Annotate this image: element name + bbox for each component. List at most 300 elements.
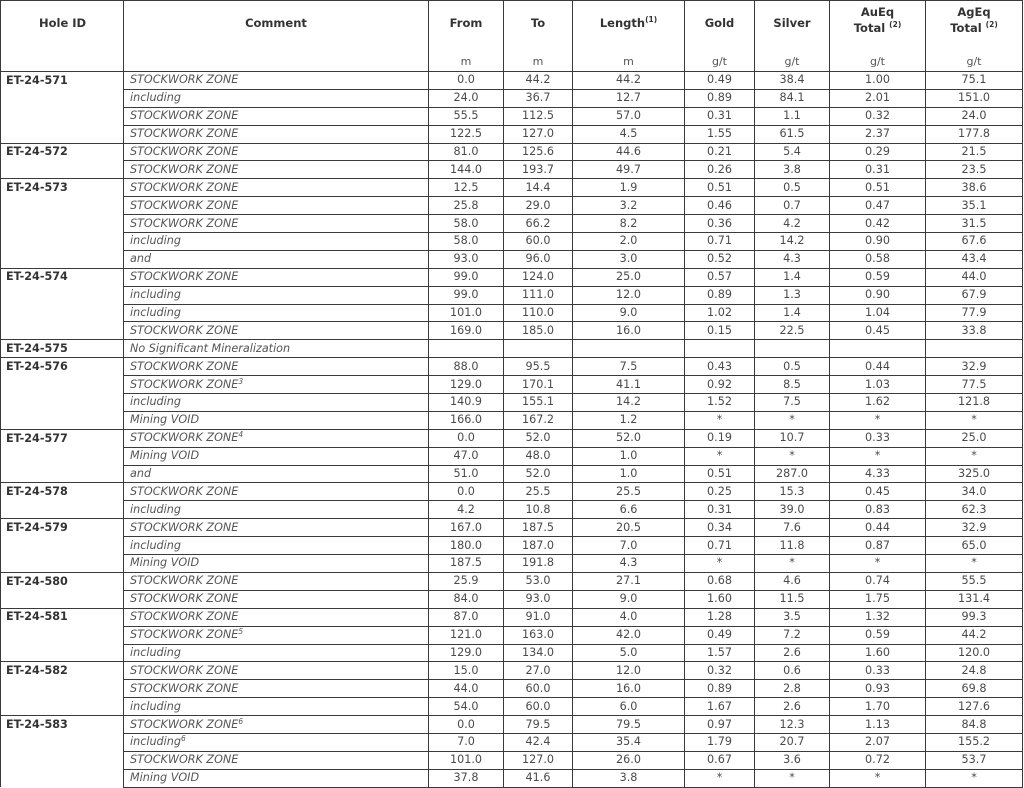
cell-comment: [124, 125, 429, 143]
cell-gold: 0.89: [685, 680, 755, 698]
cell-comment-footnote: 6: [238, 716, 244, 726]
unit-length: m: [573, 55, 685, 72]
cell-length: 12.0: [573, 662, 685, 680]
cell-comment: [124, 340, 429, 358]
cell-comment: [124, 161, 429, 179]
cell-length: 1.9: [573, 179, 685, 197]
table-row: [1, 143, 1023, 161]
cell-aueq: 0.90: [830, 233, 926, 251]
cell-to: 125.6: [504, 143, 573, 161]
cell-to: 93.0: [504, 590, 573, 608]
table-row: [1, 394, 1023, 412]
cell-length: 41.1: [573, 376, 685, 394]
cell-length: 20.5: [573, 519, 685, 537]
cell-from: 0.0: [429, 72, 504, 90]
cell-silver: 11.5: [755, 590, 830, 608]
table-row: [1, 680, 1023, 698]
table-row: [1, 537, 1023, 555]
cell-to: 14.4: [504, 179, 573, 197]
cell-hole-id: [1, 322, 124, 340]
cell-ageq: 99.3: [926, 608, 1023, 626]
cell-comment-text: including: [130, 645, 181, 659]
cell-gold: 0.36: [685, 215, 755, 233]
cell-silver: 14.2: [755, 233, 830, 251]
cell-comment-text: STOCKWORK ZONE: [130, 270, 239, 284]
cell-comment-text: STOCKWORK ZONE: [130, 359, 239, 373]
cell-from: 121.0: [429, 626, 504, 644]
cell-hole-id: ET-24-580: [1, 572, 124, 590]
cell-silver: 8.5: [755, 376, 830, 394]
unit-silver: g/t: [755, 55, 830, 72]
cell-hole-id: ET-24-581: [1, 608, 124, 626]
cell-comment: [124, 733, 429, 751]
cell-length: 5.0: [573, 644, 685, 662]
table-row: [1, 376, 1023, 394]
header-ageq-line1: AgEq: [957, 5, 991, 19]
cell-ageq: 53.7: [926, 751, 1023, 769]
cell-comment-text: Mining VOID: [130, 771, 200, 785]
cell-hole-id: ET-24-576: [1, 358, 124, 376]
cell-hole-id: [1, 197, 124, 215]
cell-to: 191.8: [504, 555, 573, 573]
cell-length: 16.0: [573, 680, 685, 698]
cell-hole-id: [1, 769, 124, 787]
cell-comment-text: STOCKWORK ZONE: [130, 592, 239, 606]
cell-hole-id: [1, 465, 124, 483]
cell-ageq: 67.9: [926, 286, 1023, 304]
header-aueq-total: [830, 1, 926, 56]
cell-hole-id: [1, 107, 124, 125]
cell-aueq: 0.44: [830, 519, 926, 537]
cell-to: 36.7: [504, 89, 573, 107]
cell-silver: 4.6: [755, 572, 830, 590]
table-row: [1, 519, 1023, 537]
cell-aueq: 0.90: [830, 286, 926, 304]
cell-gold: 1.55: [685, 125, 755, 143]
cell-from: 51.0: [429, 465, 504, 483]
cell-hole-id: [1, 644, 124, 662]
cell-silver: *: [755, 555, 830, 573]
header-aueq-line2: Total: [853, 21, 886, 35]
table-row: [1, 662, 1023, 680]
cell-comment: [124, 197, 429, 215]
cell-silver: [755, 340, 830, 358]
cell-aueq: 0.47: [830, 197, 926, 215]
cell-aueq: 0.33: [830, 662, 926, 680]
cell-length: 12.0: [573, 286, 685, 304]
cell-from: 25.8: [429, 197, 504, 215]
cell-comment: [124, 590, 429, 608]
cell-ageq: 31.5: [926, 215, 1023, 233]
cell-length: 3.0: [573, 250, 685, 268]
cell-to: 127.0: [504, 751, 573, 769]
cell-silver: 39.0: [755, 501, 830, 519]
cell-ageq: 84.8: [926, 716, 1023, 734]
cell-from: 144.0: [429, 161, 504, 179]
table-row: [1, 751, 1023, 769]
cell-ageq: 44.2: [926, 626, 1023, 644]
cell-to: 96.0: [504, 250, 573, 268]
cell-from: 0.0: [429, 483, 504, 501]
cell-gold: 0.25: [685, 483, 755, 501]
cell-ageq: 131.4: [926, 590, 1023, 608]
cell-silver: 5.4: [755, 143, 830, 161]
cell-comment-text: STOCKWORK ZONE: [130, 198, 239, 212]
cell-aueq: 2.01: [830, 89, 926, 107]
cell-ageq: 34.0: [926, 483, 1023, 501]
cell-silver: 2.8: [755, 680, 830, 698]
cell-gold: 1.60: [685, 590, 755, 608]
header-aueq-line1: AuEq: [860, 5, 895, 19]
cell-ageq: *: [926, 555, 1023, 573]
cell-comment-text: including: [130, 234, 181, 248]
cell-from: 187.5: [429, 555, 504, 573]
cell-hole-id: [1, 501, 124, 519]
cell-comment-text: STOCKWORK ZONE: [130, 484, 239, 498]
cell-comment-text: including: [130, 538, 181, 552]
cell-length: 4.0: [573, 608, 685, 626]
cell-hole-id: [1, 304, 124, 322]
cell-hole-id: [1, 447, 124, 465]
cell-gold: 0.71: [685, 537, 755, 555]
cell-hole-id: [1, 286, 124, 304]
cell-gold: 0.97: [685, 716, 755, 734]
cell-comment: [124, 662, 429, 680]
cell-silver: 84.1: [755, 89, 830, 107]
cell-length: 16.0: [573, 322, 685, 340]
cell-from: 129.0: [429, 644, 504, 662]
table-row: [1, 555, 1023, 573]
cell-aueq: 0.58: [830, 250, 926, 268]
cell-silver: 4.2: [755, 215, 830, 233]
cell-gold: 0.51: [685, 465, 755, 483]
cell-ageq: 77.5: [926, 376, 1023, 394]
cell-gold: 0.31: [685, 501, 755, 519]
cell-comment: [124, 286, 429, 304]
cell-gold: 0.21: [685, 143, 755, 161]
cell-from: 0.0: [429, 429, 504, 447]
cell-gold: 0.89: [685, 286, 755, 304]
unit-ageq: g/t: [926, 55, 1023, 72]
cell-aueq: 0.93: [830, 680, 926, 698]
cell-silver: 7.6: [755, 519, 830, 537]
cell-gold: 0.34: [685, 519, 755, 537]
cell-silver: 287.0: [755, 465, 830, 483]
cell-length: 79.5: [573, 716, 685, 734]
cell-gold: 1.67: [685, 698, 755, 716]
cell-to: 111.0: [504, 286, 573, 304]
cell-to: 110.0: [504, 304, 573, 322]
cell-comment-text: including: [130, 395, 181, 409]
cell-comment-text: including: [130, 288, 181, 302]
cell-to: [504, 340, 573, 358]
header-hole-id: Hole ID: [1, 1, 124, 72]
table-row: [1, 483, 1023, 501]
cell-gold: *: [685, 447, 755, 465]
table-row: [1, 590, 1023, 608]
cell-from: 140.9: [429, 394, 504, 412]
cell-to: 42.4: [504, 733, 573, 751]
cell-silver: 3.8: [755, 161, 830, 179]
cell-comment: [124, 107, 429, 125]
cell-gold: *: [685, 555, 755, 573]
cell-comment-text: STOCKWORK ZONE: [130, 127, 239, 141]
table-row: [1, 465, 1023, 483]
cell-ageq: 33.8: [926, 322, 1023, 340]
header-length-label: Length: [599, 16, 646, 30]
cell-comment-text: STOCKWORK ZONE: [130, 753, 239, 767]
cell-comment: [124, 268, 429, 286]
header-ageq-note: (2): [985, 20, 998, 29]
cell-comment: [124, 394, 429, 412]
cell-length: 12.7: [573, 89, 685, 107]
cell-to: 170.1: [504, 376, 573, 394]
cell-from: 25.9: [429, 572, 504, 590]
cell-to: 187.0: [504, 537, 573, 555]
cell-hole-id: [1, 376, 124, 394]
cell-ageq: 127.6: [926, 698, 1023, 716]
cell-comment-text: STOCKWORK ZONE: [130, 145, 239, 158]
unit-from: m: [429, 55, 504, 72]
cell-silver: 0.7: [755, 197, 830, 215]
cell-comment-text: Mining VOID: [130, 556, 200, 570]
cell-comment-text: and: [130, 467, 152, 481]
cell-gold: 0.51: [685, 179, 755, 197]
cell-hole-id: ET-24-583: [1, 716, 124, 734]
table-row: [1, 89, 1023, 107]
cell-aueq: 0.83: [830, 501, 926, 519]
cell-gold: 0.92: [685, 376, 755, 394]
cell-to: 134.0: [504, 644, 573, 662]
cell-to: 187.5: [504, 519, 573, 537]
cell-from: 58.0: [429, 233, 504, 251]
table-row: [1, 161, 1023, 179]
cell-comment: [124, 644, 429, 662]
cell-gold: 0.26: [685, 161, 755, 179]
cell-comment: [124, 250, 429, 268]
cell-hole-id: [1, 233, 124, 251]
cell-comment: [124, 698, 429, 716]
cell-ageq: 35.1: [926, 197, 1023, 215]
cell-to: 155.1: [504, 394, 573, 412]
cell-ageq: 65.0: [926, 537, 1023, 555]
cell-length: 3.2: [573, 197, 685, 215]
cell-comment-text: STOCKWORK ZONE: [130, 520, 239, 534]
cell-gold: 1.52: [685, 394, 755, 412]
cell-from: 166.0: [429, 411, 504, 429]
cell-comment: [124, 447, 429, 465]
cell-ageq: *: [926, 769, 1023, 787]
cell-aueq: 0.45: [830, 483, 926, 501]
cell-aueq: 1.62: [830, 394, 926, 412]
cell-length: 49.7: [573, 161, 685, 179]
cell-comment: [124, 608, 429, 626]
cell-to: 127.0: [504, 125, 573, 143]
cell-comment-text: and: [130, 252, 152, 266]
cell-from: [429, 340, 504, 358]
cell-comment: [124, 626, 429, 644]
cell-hole-id: [1, 411, 124, 429]
table-row: [1, 340, 1023, 358]
cell-from: 99.0: [429, 268, 504, 286]
cell-hole-id: [1, 590, 124, 608]
cell-length: 25.0: [573, 268, 685, 286]
cell-gold: 1.79: [685, 733, 755, 751]
cell-silver: 61.5: [755, 125, 830, 143]
cell-hole-id: [1, 161, 124, 179]
cell-from: 54.0: [429, 698, 504, 716]
table-row: [1, 215, 1023, 233]
cell-gold: 0.68: [685, 572, 755, 590]
cell-ageq: 121.8: [926, 394, 1023, 412]
cell-hole-id: [1, 89, 124, 107]
cell-gold: 0.49: [685, 72, 755, 90]
cell-comment-footnote: 3: [238, 376, 244, 386]
cell-comment: [124, 143, 429, 161]
cell-from: 122.5: [429, 125, 504, 143]
cell-comment: [124, 89, 429, 107]
cell-ageq: 151.0: [926, 89, 1023, 107]
cell-comment-text: STOCKWORK ZONE: [130, 610, 239, 624]
cell-aueq: 0.42: [830, 215, 926, 233]
cell-aueq: 0.44: [830, 358, 926, 376]
cell-silver: 1.4: [755, 304, 830, 322]
cell-to: 60.0: [504, 698, 573, 716]
cell-comment-text: STOCKWORK ZONE: [130, 109, 239, 123]
cell-comment: [124, 680, 429, 698]
cell-ageq: 32.9: [926, 358, 1023, 376]
header-aueq-note: (2): [889, 20, 902, 29]
cell-aueq: 0.59: [830, 268, 926, 286]
cell-ageq: [926, 340, 1023, 358]
cell-comment: [124, 72, 429, 90]
cell-comment: [124, 751, 429, 769]
cell-length: 1.2: [573, 411, 685, 429]
cell-hole-id: [1, 626, 124, 644]
cell-gold: 0.32: [685, 662, 755, 680]
cell-from: 167.0: [429, 519, 504, 537]
table-row: [1, 268, 1023, 286]
cell-comment-text: Mining VOID: [130, 413, 200, 427]
cell-to: 48.0: [504, 447, 573, 465]
cell-comment-text: STOCKWORK ZONE: [130, 628, 239, 642]
header-ageq-total: [926, 1, 1023, 56]
cell-comment: [124, 233, 429, 251]
cell-hole-id: ET-24-572: [1, 143, 124, 161]
cell-gold: 0.31: [685, 107, 755, 125]
cell-from: 101.0: [429, 751, 504, 769]
cell-comment: [124, 322, 429, 340]
cell-length: 52.0: [573, 429, 685, 447]
cell-comment-text: STOCKWORK ZONE: [130, 663, 239, 677]
cell-hole-id: [1, 555, 124, 573]
table-row: [1, 716, 1023, 734]
cell-to: 167.2: [504, 411, 573, 429]
cell-from: 4.2: [429, 501, 504, 519]
cell-to: 52.0: [504, 465, 573, 483]
cell-hole-id: ET-24-574: [1, 268, 124, 286]
cell-aueq: 0.29: [830, 143, 926, 161]
cell-silver: 1.1: [755, 107, 830, 125]
cell-hole-id: ET-24-578: [1, 483, 124, 501]
cell-comment: [124, 215, 429, 233]
cell-aueq: [830, 340, 926, 358]
cell-hole-id: [1, 698, 124, 716]
cell-ageq: 67.6: [926, 233, 1023, 251]
cell-from: 87.0: [429, 608, 504, 626]
cell-comment: [124, 537, 429, 555]
cell-from: 99.0: [429, 286, 504, 304]
cell-gold: 0.49: [685, 626, 755, 644]
cell-comment: [124, 501, 429, 519]
cell-ageq: 55.5: [926, 572, 1023, 590]
cell-comment-text: STOCKWORK ZONE: [130, 323, 239, 337]
cell-comment: [124, 304, 429, 322]
cell-to: 95.5: [504, 358, 573, 376]
cell-hole-id: [1, 250, 124, 268]
cell-comment: [124, 519, 429, 537]
cell-comment-text: STOCKWORK ZONE: [130, 162, 239, 176]
table-row: [1, 447, 1023, 465]
cell-ageq: 120.0: [926, 644, 1023, 662]
header-length: [573, 1, 685, 56]
cell-length: 44.2: [573, 72, 685, 90]
cell-comment-text: including: [130, 502, 181, 516]
cell-from: 93.0: [429, 250, 504, 268]
table-row: [1, 107, 1023, 125]
cell-comment-text: including: [130, 91, 181, 105]
cell-ageq: 21.5: [926, 143, 1023, 161]
cell-comment: [124, 429, 429, 447]
cell-comment-text: No Significant Mineralization: [130, 341, 291, 355]
header-ageq-line2-wrap: [926, 20, 1022, 36]
cell-length: 2.0: [573, 233, 685, 251]
cell-ageq: 75.1: [926, 72, 1023, 90]
cell-comment-text: including: [130, 699, 181, 713]
cell-to: 53.0: [504, 572, 573, 590]
cell-comment-text: STOCKWORK ZONE: [130, 216, 239, 230]
cell-aueq: 4.33: [830, 465, 926, 483]
cell-ageq: 24.0: [926, 107, 1023, 125]
cell-from: 58.0: [429, 215, 504, 233]
cell-comment: [124, 769, 429, 787]
cell-aueq: 0.72: [830, 751, 926, 769]
cell-from: 37.8: [429, 769, 504, 787]
cell-from: 84.0: [429, 590, 504, 608]
cell-comment: [124, 411, 429, 429]
cell-comment-text: Mining VOID: [130, 449, 200, 463]
cell-to: 185.0: [504, 322, 573, 340]
cell-ageq: 44.0: [926, 268, 1023, 286]
cell-length: 3.8: [573, 769, 685, 787]
cell-to: 29.0: [504, 197, 573, 215]
cell-aueq: 1.60: [830, 644, 926, 662]
table-row: [1, 322, 1023, 340]
cell-length: 25.5: [573, 483, 685, 501]
cell-silver: 1.3: [755, 286, 830, 304]
cell-hole-id: ET-24-571: [1, 72, 124, 90]
cell-comment-footnote: 4: [238, 430, 244, 440]
cell-comment: [124, 555, 429, 573]
header-silver: Silver: [755, 1, 830, 56]
cell-ageq: *: [926, 447, 1023, 465]
cell-gold: 0.52: [685, 250, 755, 268]
cell-hole-id: [1, 751, 124, 769]
unit-to: m: [504, 55, 573, 72]
cell-ageq: 25.0: [926, 429, 1023, 447]
cell-ageq: 177.8: [926, 125, 1023, 143]
cell-aueq: 2.07: [830, 733, 926, 751]
